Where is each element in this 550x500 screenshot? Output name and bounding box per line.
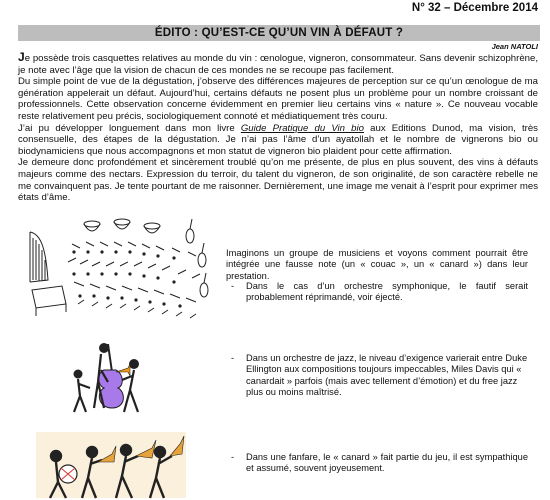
bullet-jazz: Dans un orchestre de jazz, le niveau d’exigence varierait entre Duke Ellington aux compositions toujours impeccables, Miles Davis qui « canardait » parfois (mais avec tellement d’émotion) et du free jazz plus ou moins maîtrisé. [246,353,528,398]
paragraph-1: Je possède trois casquettes relatives au monde du vin : œnologue, vigneron, consommateur. Sans devenir schizophrène, je note avec l’âge que la vision de chacun de ces mondes ne se recoupe pas facilement. [18,50,538,76]
issue-number: N° 32 – Décembre 2014 [411,2,538,14]
bullet-dash: - [231,452,235,462]
jazz-band-illustration [68,342,150,414]
bullet-dash: - [231,281,235,291]
paragraph-4: Je demeure donc profondément et sincèrement troublé qu’on me présente, de plus en plus souvent, des vins à défauts majeurs comme des nectars. Expression du terroir, du talent du vigneron, de son originalité, de son caractère rebelle ne me convainquent pas. Je tente pourtant de me raisonner. Dernièrement, une image me venait à l’esprit pour exprimer mes états d’âme. [18,157,538,204]
paragraph-2: Du simple point de vue de la dégustation, j’observe des différences majeures de perception sur ce qu’un œnologue de ma génération appelerait un défaut. Aujourd’hui, certains défauts ne posent plus un problème pour un nombre croissant de professionnels. Cette observation concerne évidemment en premier lieu certains vins « nature ». Ce nouveau vocable reste relativement peu précis, sociologiquement connoté et médiatiquement très couru. [18,76,538,122]
article-body [18,52,538,204]
author-name: Jean NATOLI [491,42,538,51]
page-title: ÉDITO : QU’EST-CE QU’UN VIN À DÉFAUT ? [18,25,540,41]
book-title: Guide Pratique du Vin bio [240,122,364,134]
bullet-fanfare: Dans une fanfare, le « canard » fait partie du jeu, il est sympathique et assumé, souvent joyeusement. [246,452,528,474]
bullet-symphonic: Dans le cas d’un orchestre symphonique, le fautif serait probablement réprimandé, voir éjecté. [246,281,528,303]
intro-text: Imaginons un groupe de musiciens et voyons comment pourrait être intégrée une fausse note (un « couac », un « canard ») dans leur prestation. [226,248,528,281]
paragraph-3: J’ai pu développer longuement dans mon livre Guide Pratique du Vin bio aux Editions Dunod, ma vision, très consensuelle, des étapes de la dégustation. Je n’ai pas l’âme d’un ayatollah et le nombre de vignerons bio ou biodynamiciens que nous accompagnons et mon statut de vigneron bio plaident pour cette affirmation. [18,122,538,157]
dropcap: J [18,50,25,64]
bullet-dash: - [231,353,235,363]
orchestra-illustration [22,212,212,324]
brass-band-illustration [36,426,186,500]
